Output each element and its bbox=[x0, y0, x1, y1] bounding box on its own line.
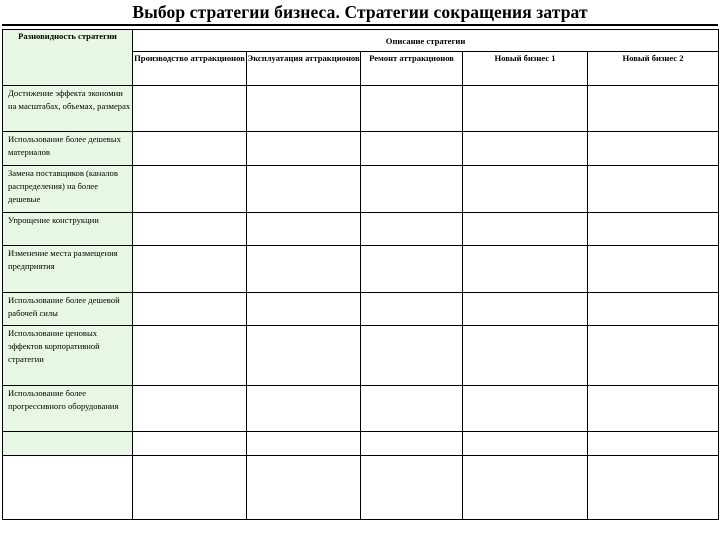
header-strategy-description: Описание стратегии bbox=[133, 30, 719, 52]
table-row bbox=[3, 213, 719, 246]
table-cell bbox=[463, 246, 588, 293]
table-cell bbox=[463, 132, 588, 166]
table-cell bbox=[247, 326, 361, 386]
table-cell bbox=[247, 456, 361, 520]
table-cell bbox=[247, 386, 361, 432]
table-cell bbox=[361, 213, 463, 246]
table-row bbox=[3, 432, 719, 456]
table-cell bbox=[588, 432, 719, 456]
table-cell bbox=[247, 246, 361, 293]
table-cell bbox=[361, 246, 463, 293]
table-row bbox=[3, 326, 719, 386]
table-cell bbox=[463, 293, 588, 326]
table-row bbox=[3, 166, 719, 213]
table-row bbox=[3, 293, 719, 326]
table-cell bbox=[247, 166, 361, 213]
table-cell bbox=[463, 213, 588, 246]
table-row bbox=[3, 456, 719, 520]
table-cell bbox=[588, 293, 719, 326]
table-cell bbox=[361, 86, 463, 132]
header-strategy-variety: Разновидность стратегии bbox=[3, 30, 133, 86]
table-cell bbox=[361, 432, 463, 456]
header-col-new-business-1: Новый бизнес 1 bbox=[463, 52, 588, 86]
strategy-label: Использование более дешевых материалов bbox=[3, 132, 133, 166]
table-cell bbox=[463, 386, 588, 432]
table-cell bbox=[133, 432, 247, 456]
table-cell bbox=[588, 386, 719, 432]
table-cell bbox=[588, 326, 719, 386]
table-cell bbox=[247, 213, 361, 246]
table-cell bbox=[133, 132, 247, 166]
table-cell bbox=[463, 166, 588, 213]
table-cell bbox=[588, 456, 719, 520]
table-cell bbox=[247, 132, 361, 166]
table-cell bbox=[463, 326, 588, 386]
table-row bbox=[3, 86, 719, 132]
table-cell bbox=[361, 456, 463, 520]
table-cell bbox=[588, 86, 719, 132]
header-col-production: Производство аттракционов bbox=[133, 52, 247, 86]
table-cell bbox=[133, 386, 247, 432]
strategy-label: Использование более прогрессивного оборудования bbox=[3, 386, 133, 432]
table-cell bbox=[588, 246, 719, 293]
table-cell bbox=[133, 293, 247, 326]
strategy-label bbox=[3, 432, 133, 456]
table-cell bbox=[361, 132, 463, 166]
table-cell bbox=[133, 86, 247, 132]
strategy-label: Замена поставщиков (каналов распределения) на более дешевые bbox=[3, 166, 133, 213]
table-cell bbox=[247, 86, 361, 132]
table-row bbox=[3, 132, 719, 166]
table-cell bbox=[133, 326, 247, 386]
table-cell bbox=[133, 456, 247, 520]
table-row bbox=[3, 246, 719, 293]
header-col-new-business-2: Новый бизнес 2 bbox=[588, 52, 719, 86]
table-cell bbox=[133, 213, 247, 246]
strategy-label: Упрощение конструкции bbox=[3, 213, 133, 246]
page-title: Выбор стратегии бизнеса. Стратегии сокращения затрат bbox=[132, 2, 588, 22]
table-cell bbox=[463, 456, 588, 520]
strategy-label bbox=[3, 456, 133, 520]
table-cell bbox=[247, 432, 361, 456]
table-cell bbox=[588, 132, 719, 166]
strategy-label: Достижение эффекта экономии на масштабах, объемах, размерах bbox=[3, 86, 133, 132]
table-cell bbox=[463, 432, 588, 456]
strategy-label: Использование более дешевой рабочей силы bbox=[3, 293, 133, 326]
table-cell bbox=[463, 86, 588, 132]
table-cell bbox=[361, 326, 463, 386]
table-cell bbox=[361, 386, 463, 432]
strategy-label: Использование ценовых эффектов корпоративной стратегии bbox=[3, 326, 133, 386]
table-cell bbox=[133, 166, 247, 213]
table-cell bbox=[361, 293, 463, 326]
header-col-repair: Ремонт аттракционов bbox=[361, 52, 463, 86]
table-cell bbox=[588, 213, 719, 246]
strategy-table bbox=[2, 29, 719, 520]
strategy-label: Изменение места размещения предприятия bbox=[3, 246, 133, 293]
title-divider bbox=[2, 24, 718, 26]
table-cell bbox=[361, 166, 463, 213]
table-cell bbox=[133, 246, 247, 293]
table-cell bbox=[588, 166, 719, 213]
header-col-operation: Эксплуатация аттракционов bbox=[247, 52, 361, 86]
table-row bbox=[3, 386, 719, 432]
table-cell bbox=[247, 293, 361, 326]
